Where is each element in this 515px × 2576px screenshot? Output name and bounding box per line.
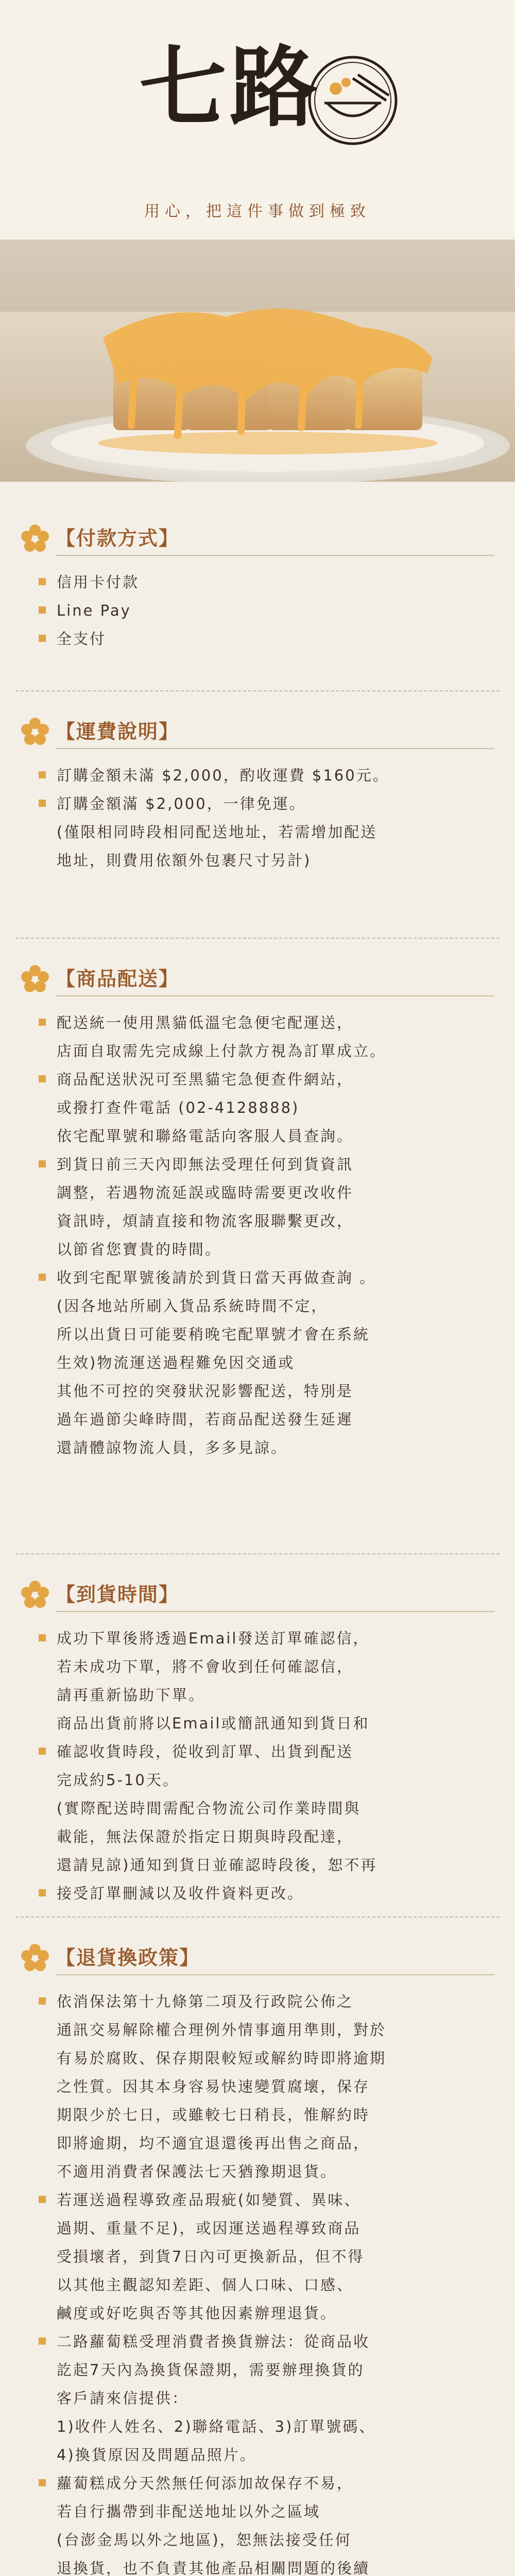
section-list xyxy=(0,1009,515,1462)
square-bullet-icon xyxy=(39,578,46,585)
list-item: 若運送過程導致產品瑕疵(如變質、異味、 過期、重量不足)，或因運送過程導致商品 受損壞者，到貨7日內可更換新品，但不得 以其他主觀認知差距、個人口味、口感、 鹹度或好吃與否等其他因素辦理退貨。 xyxy=(0,2186,515,2328)
list-item: 收到宅配單號後請於到貨日當天再做查詢 。 (因各地站所刷入貨品系統時間不定， 所以出貨日可能要稍晚宅配單號才會在系統 生效)物流運送過程難免因交通或 其他不可控的突發狀況影響配送，特別是 過年過節尖峰時間，若商品配送發生延遲 還請體諒物流人員，多多見諒。 xyxy=(0,1264,515,1462)
list-item: 配送統一使用黑貓低溫宅急便宅配運送， 店面自取需先完成線上付款方視為訂單成立。 xyxy=(0,1009,515,1065)
list-item: 蘿蔔糕成分天然無任何添加故保存不易， 若自行攜帶到非配送地址以外之區域 (台澎金馬以外之地區)，恕無法接受任何 退換貨，也不負責其他產品相關問題的後續 xyxy=(0,2469,515,2576)
square-bullet-icon xyxy=(39,1075,46,1082)
section-title: 【付款方式】 xyxy=(56,527,180,550)
section-divider xyxy=(15,690,500,691)
section-list xyxy=(0,1988,515,2576)
list-item: 訂購金額未滿 $2,000，酌收運費 $160元。 xyxy=(0,761,515,790)
square-bullet-icon xyxy=(39,635,46,642)
brand-logo xyxy=(0,31,515,144)
plum-blossom-icon xyxy=(21,717,49,746)
section-rule xyxy=(56,1611,494,1612)
square-bullet-icon xyxy=(39,1889,46,1896)
square-bullet-icon xyxy=(39,1634,46,1641)
section-arrival-time xyxy=(0,1574,515,1908)
square-bullet-icon xyxy=(39,1748,46,1755)
section-list xyxy=(0,1624,515,1908)
brand-tagline: 用心，把這件事做到極致 xyxy=(144,202,371,221)
plum-blossom-icon xyxy=(21,1943,49,1972)
list-item: Line Pay xyxy=(0,597,515,625)
square-bullet-icon xyxy=(39,2196,46,2203)
section-divider xyxy=(15,1917,500,1918)
section-divider xyxy=(15,1553,500,1554)
list-item: 商品配送狀況可至黑貓宅急便查件網站， 或撥打查件電話 (02-4128888) 依宅配單號和聯絡電話向客服人員查詢。 xyxy=(0,1065,515,1150)
square-bullet-icon xyxy=(39,771,46,778)
section-title: 【商品配送】 xyxy=(56,968,180,990)
section-delivery xyxy=(0,958,515,1462)
section-rule xyxy=(56,555,494,556)
hero-banner xyxy=(0,0,515,482)
product-photo xyxy=(0,240,515,482)
square-bullet-icon xyxy=(39,1997,46,2005)
square-bullet-icon xyxy=(39,2337,46,2345)
list-item: 依消保法第十九條第二項及行政院公佈之 通訊交易解除權合理例外情事適用準則，對於 有易於腐敗、保存期限較短或解約時即將逾期 之性質。因其本身容易快速變質腐壞，保存 期限少於七日，或雖較七日稍長，惟解約時 即將逾期，均不適宜退還後再出售之商品， 不適用消費者保護法七天猶豫期退貨。 xyxy=(0,1988,515,2186)
section-header xyxy=(0,1574,515,1615)
section-header xyxy=(0,518,515,559)
section-header xyxy=(0,958,515,999)
section-header xyxy=(0,711,515,752)
square-bullet-icon xyxy=(39,1274,46,1281)
section-rule xyxy=(56,995,494,996)
list-item: 二路蘿蔔糕受理消費者換貨辦法：從商品收 訖起7天內為換貨保證期，需要辦理換貨的 客戶請來信提供： 1)收件人姓名、2)聯絡電話、3)訂單號碼、 4)換貨原因及問題品照片。 xyxy=(0,2328,515,2469)
section-payment xyxy=(0,518,515,653)
section-divider xyxy=(15,938,500,939)
square-bullet-icon xyxy=(39,800,46,807)
section-title: 【到貨時間】 xyxy=(56,1583,180,1606)
plum-blossom-icon xyxy=(21,524,49,553)
list-item: 全支付 xyxy=(0,625,515,653)
section-list xyxy=(0,761,515,875)
square-bullet-icon xyxy=(39,1019,46,1026)
square-bullet-icon xyxy=(39,2479,46,2486)
square-bullet-icon xyxy=(39,1160,46,1167)
section-rule xyxy=(56,1974,494,1975)
square-bullet-icon xyxy=(39,606,46,614)
info-content xyxy=(0,482,515,2576)
plum-blossom-icon xyxy=(21,1580,49,1609)
list-item: 到貨日前三天內即無法受理任何到貨資訊 調整，若遇物流延誤或臨時需要更改收件 資訊時，煩請直接和物流客服聯繫更改， 以節省您寶貴的時間。 xyxy=(0,1150,515,1264)
list-item: 接受訂單刪減以及收件資料更改。 xyxy=(0,1879,515,1908)
list-item: 信用卡付款 xyxy=(0,568,515,597)
plum-blossom-icon xyxy=(21,964,49,993)
list-item: 訂購金額滿 $2,000，一律免運。 (僅限相同時段相同配送地址，若需增加配送 地址，則費用依額外包裹尺寸另計) xyxy=(0,790,515,875)
bowl-seal-icon xyxy=(304,52,402,149)
section-list xyxy=(0,568,515,653)
section-header xyxy=(0,1937,515,1978)
section-return-policy xyxy=(0,1937,515,2576)
section-shipping-fee xyxy=(0,711,515,875)
list-item: 成功下單後將透過Email發送訂單確認信， 若未成功下單，將不會收到任何確認信， 請再重新協助下單。 商品出貨前將以Email或簡訊通知到貨日和 xyxy=(0,1624,515,1738)
list-item: 確認收貨時段，從收到訂單、出貨到配送 完成約5-10天。 (實際配送時間需配合物流公司作業時間與 載能，無法保證於指定日期與時段配達， 還請見諒)通知到貨日並確認時段後，恕不再 xyxy=(0,1738,515,1879)
section-title: 【運費說明】 xyxy=(56,720,180,743)
brand-name: 七路 xyxy=(139,36,321,139)
section-title: 【退貨換政策】 xyxy=(56,1946,200,1969)
section-rule xyxy=(56,748,494,749)
